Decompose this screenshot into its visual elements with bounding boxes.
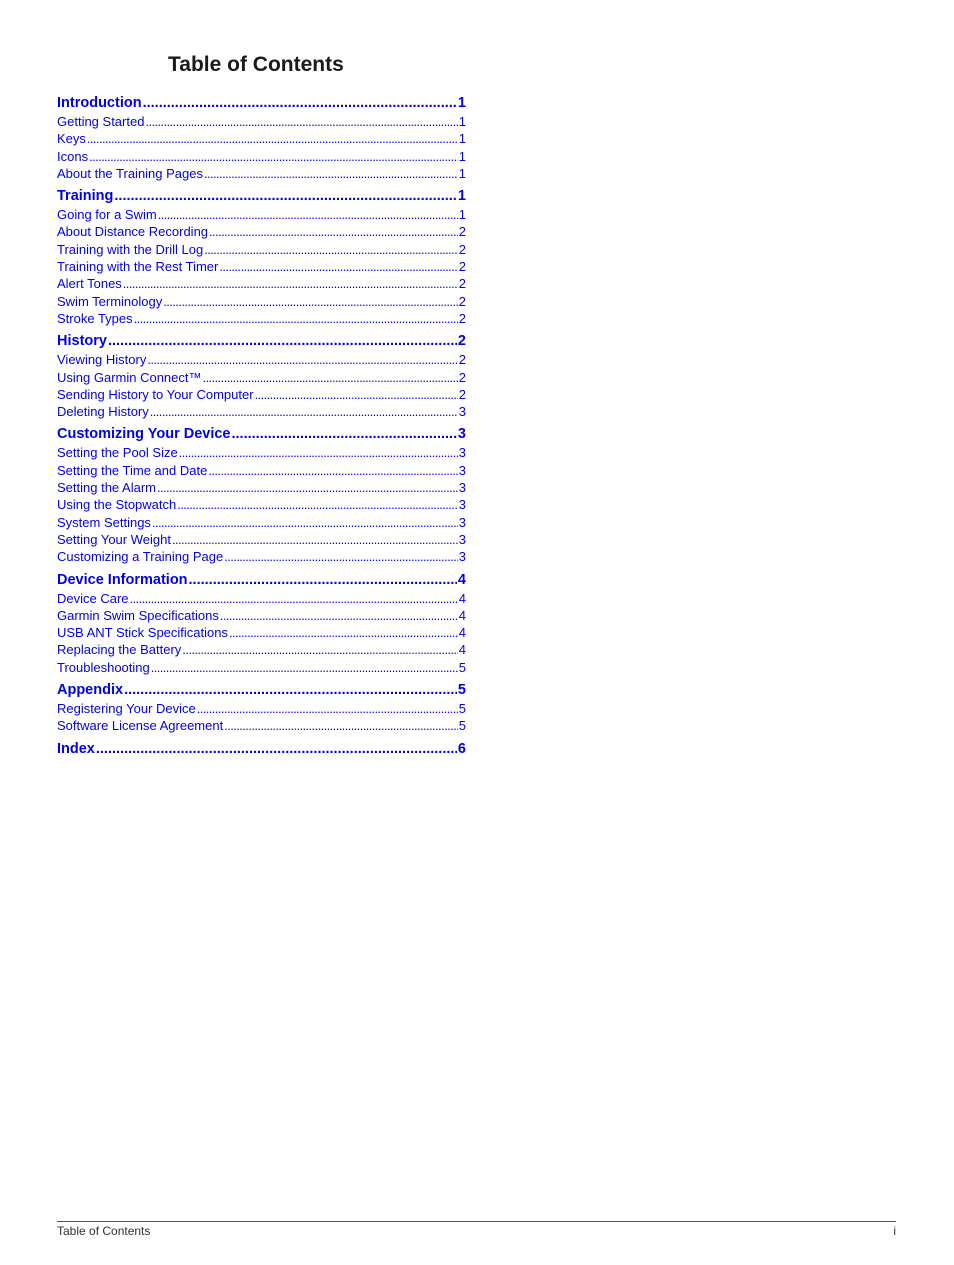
toc-leader xyxy=(255,386,458,403)
toc-entry-page: 3 xyxy=(458,549,466,565)
toc-section-page: 1 xyxy=(457,95,466,111)
toc-leader xyxy=(204,165,458,182)
toc-entry-page: 1 xyxy=(458,207,466,223)
toc-entry-link[interactable] xyxy=(57,700,466,717)
toc-entry-label: Sending History to Your Computer xyxy=(57,386,254,402)
toc-entry-page: 4 xyxy=(458,607,466,623)
toc-entry-page: 2 xyxy=(458,293,466,309)
toc-section-link[interactable] xyxy=(57,425,466,444)
toc-entry-page: 2 xyxy=(458,386,466,402)
toc-section-page: 3 xyxy=(457,426,466,443)
toc-section xyxy=(57,187,466,327)
footer-page-number: i xyxy=(893,1224,896,1238)
toc-entry-link[interactable] xyxy=(57,462,466,479)
toc-entry-page: 3 xyxy=(458,514,466,530)
toc-entry-link[interactable] xyxy=(57,275,466,292)
toc-leader xyxy=(89,148,458,165)
footer-title: Table of Contents xyxy=(57,1224,151,1238)
toc-section-label: Customizing Your Device xyxy=(57,426,231,443)
toc-leader xyxy=(204,241,458,258)
toc-entry-label: Swim Terminology xyxy=(57,293,163,309)
toc-leader xyxy=(114,187,457,206)
toc-section xyxy=(57,571,466,676)
toc-entry-label: Training with the Drill Log xyxy=(57,241,204,257)
toc-entry-label: Getting Started xyxy=(57,114,145,129)
toc-section xyxy=(57,94,466,182)
toc-leader xyxy=(220,607,458,624)
toc-leader xyxy=(151,659,458,676)
toc-entry-label: System Settings xyxy=(57,514,151,530)
toc-leader xyxy=(150,403,458,420)
toc-section xyxy=(57,425,466,565)
toc-entry-label: Setting the Pool Size xyxy=(57,445,178,461)
toc-entry-label: Troubleshooting xyxy=(57,659,150,675)
toc-leader xyxy=(147,351,457,368)
toc-leader xyxy=(158,206,458,223)
toc-section-page: 2 xyxy=(457,333,466,350)
footer-divider xyxy=(57,1221,896,1222)
toc-entry-label: Software License Agreement xyxy=(57,718,224,734)
toc-entry-page: 4 xyxy=(458,625,466,641)
toc-section-label: Device Information xyxy=(57,571,188,588)
toc-leader xyxy=(189,571,457,590)
toc-leader xyxy=(219,258,457,275)
toc-entry-label: Icons xyxy=(57,148,89,164)
toc-entry-page: 3 xyxy=(458,404,466,420)
toc-section-page: 6 xyxy=(457,740,466,757)
toc-leader xyxy=(224,717,458,734)
toc-entry-page: 2 xyxy=(458,310,466,326)
toc-entry-link[interactable] xyxy=(57,496,466,513)
toc-entry-link[interactable] xyxy=(57,548,466,565)
toc-entry-link[interactable] xyxy=(57,130,466,147)
toc-section-label: Index xyxy=(57,740,95,757)
toc-entry-page: 4 xyxy=(458,590,466,606)
toc-entry-label: Keys xyxy=(57,131,86,147)
toc-entry-page: 2 xyxy=(458,224,466,240)
toc-entry-page: 3 xyxy=(458,497,466,513)
toc-entry-link[interactable] xyxy=(57,659,466,676)
toc-entry-link[interactable] xyxy=(57,369,466,386)
toc-leader xyxy=(209,223,458,240)
toc-entry-link[interactable] xyxy=(57,386,466,403)
table-of-contents xyxy=(57,94,466,759)
toc-entry-link[interactable] xyxy=(57,590,466,607)
toc-entry-link[interactable] xyxy=(57,624,466,641)
toc-entry-label: Replacing the Battery xyxy=(57,642,182,658)
toc-entry-link[interactable] xyxy=(57,241,466,258)
toc-entry-page: 2 xyxy=(458,352,466,368)
toc-leader xyxy=(172,531,458,548)
toc-entry-label: Setting the Time and Date xyxy=(57,462,208,478)
toc-entry-label: Training with the Rest Timer xyxy=(57,259,219,275)
toc-entry-link[interactable] xyxy=(57,514,466,531)
toc-entry-page: 3 xyxy=(458,480,466,496)
toc-leader xyxy=(179,444,458,461)
toc-leader xyxy=(152,514,458,531)
toc-leader xyxy=(143,94,457,113)
toc-entry-page: 5 xyxy=(458,718,466,734)
toc-entry-link[interactable] xyxy=(57,479,466,496)
toc-leader xyxy=(177,496,458,513)
toc-section-link[interactable] xyxy=(57,740,466,759)
toc-entry-page: 5 xyxy=(458,701,466,717)
toc-entry-label: USB ANT Stick Specifications xyxy=(57,625,228,641)
toc-section xyxy=(57,740,466,759)
toc-entry-label: Going for a Swim xyxy=(57,207,157,223)
toc-section-label: Appendix xyxy=(57,682,124,699)
toc-leader xyxy=(232,425,457,444)
toc-entry-label: About Distance Recording xyxy=(57,224,209,240)
toc-entry-link[interactable] xyxy=(57,351,466,368)
toc-entry-page: 2 xyxy=(458,276,466,292)
toc-section-label: History xyxy=(57,333,107,350)
toc-entry-page: 4 xyxy=(458,642,466,658)
toc-leader xyxy=(182,641,457,658)
toc-entry-link[interactable] xyxy=(57,113,466,130)
toc-section-link[interactable] xyxy=(57,187,466,206)
toc-entry-label: Setting Your Weight xyxy=(57,531,171,547)
toc-leader xyxy=(229,624,458,641)
toc-entry-page: 3 xyxy=(458,531,466,547)
toc-leader xyxy=(197,700,458,717)
toc-leader xyxy=(163,293,458,310)
toc-entry-link[interactable] xyxy=(57,717,466,734)
toc-entry-label: Registering Your Device xyxy=(57,701,196,717)
toc-entry-page: 3 xyxy=(458,445,466,461)
toc-leader xyxy=(203,369,458,386)
toc-entry-link[interactable] xyxy=(57,258,466,275)
toc-section xyxy=(57,332,466,420)
toc-entry-label: Customizing a Training Page xyxy=(57,549,224,565)
toc-entry-page: 2 xyxy=(458,369,466,385)
toc-section-link[interactable] xyxy=(57,681,466,700)
toc-section xyxy=(57,681,466,735)
toc-entry-page: 1 xyxy=(458,114,466,129)
toc-entry-link[interactable] xyxy=(57,293,466,310)
toc-entry-page: 3 xyxy=(458,462,466,478)
toc-entry-label: Using the Stopwatch xyxy=(57,497,177,513)
toc-section-page: 4 xyxy=(457,571,466,588)
toc-leader xyxy=(145,113,457,130)
toc-leader xyxy=(208,462,457,479)
toc-entry-page: 1 xyxy=(458,148,466,164)
toc-entry-page: 2 xyxy=(458,259,466,275)
toc-leader xyxy=(157,479,458,496)
toc-leader xyxy=(108,332,457,351)
toc-leader xyxy=(124,681,457,700)
toc-section-label: Introduction xyxy=(57,95,142,111)
toc-leader xyxy=(224,548,458,565)
toc-entry-link[interactable] xyxy=(57,641,466,658)
toc-entry-label: Using Garmin Connect™ xyxy=(57,369,202,385)
page-title: Table of Contents xyxy=(168,53,344,76)
toc-entry-label: Device Care xyxy=(57,590,129,606)
toc-section-page: 1 xyxy=(457,188,466,205)
toc-entry-page: 2 xyxy=(458,241,466,257)
toc-section-page: 5 xyxy=(457,682,466,699)
toc-entry-label: About the Training Pages xyxy=(57,165,203,181)
toc-entry-label: Alert Tones xyxy=(57,276,122,292)
toc-section-label: Training xyxy=(57,188,114,205)
toc-entry-link[interactable] xyxy=(57,165,466,182)
toc-entry-label: Setting the Alarm xyxy=(57,480,156,496)
toc-entry-link[interactable] xyxy=(57,206,466,223)
toc-entry-link[interactable] xyxy=(57,444,466,461)
toc-leader xyxy=(134,310,458,327)
toc-entry-link[interactable] xyxy=(57,310,466,327)
toc-entry-page: 1 xyxy=(458,165,466,181)
toc-entry-label: Viewing History xyxy=(57,352,147,368)
toc-entry-link[interactable] xyxy=(57,223,466,240)
toc-entry-link[interactable] xyxy=(57,607,466,624)
toc-entry-link[interactable] xyxy=(57,148,466,165)
toc-leader xyxy=(130,590,458,607)
toc-section-link[interactable] xyxy=(57,94,466,113)
toc-entry-label: Stroke Types xyxy=(57,310,133,326)
toc-section-link[interactable] xyxy=(57,571,466,590)
toc-entry-label: Garmin Swim Specifications xyxy=(57,607,219,623)
toc-entry-label: Deleting History xyxy=(57,404,149,420)
toc-entry-link[interactable] xyxy=(57,403,466,420)
toc-section-link[interactable] xyxy=(57,332,466,351)
toc-leader xyxy=(123,275,458,292)
toc-leader xyxy=(87,130,458,147)
toc-entry-page: 5 xyxy=(458,659,466,675)
toc-leader xyxy=(96,740,457,759)
toc-entry-link[interactable] xyxy=(57,531,466,548)
toc-entry-page: 1 xyxy=(458,131,466,147)
